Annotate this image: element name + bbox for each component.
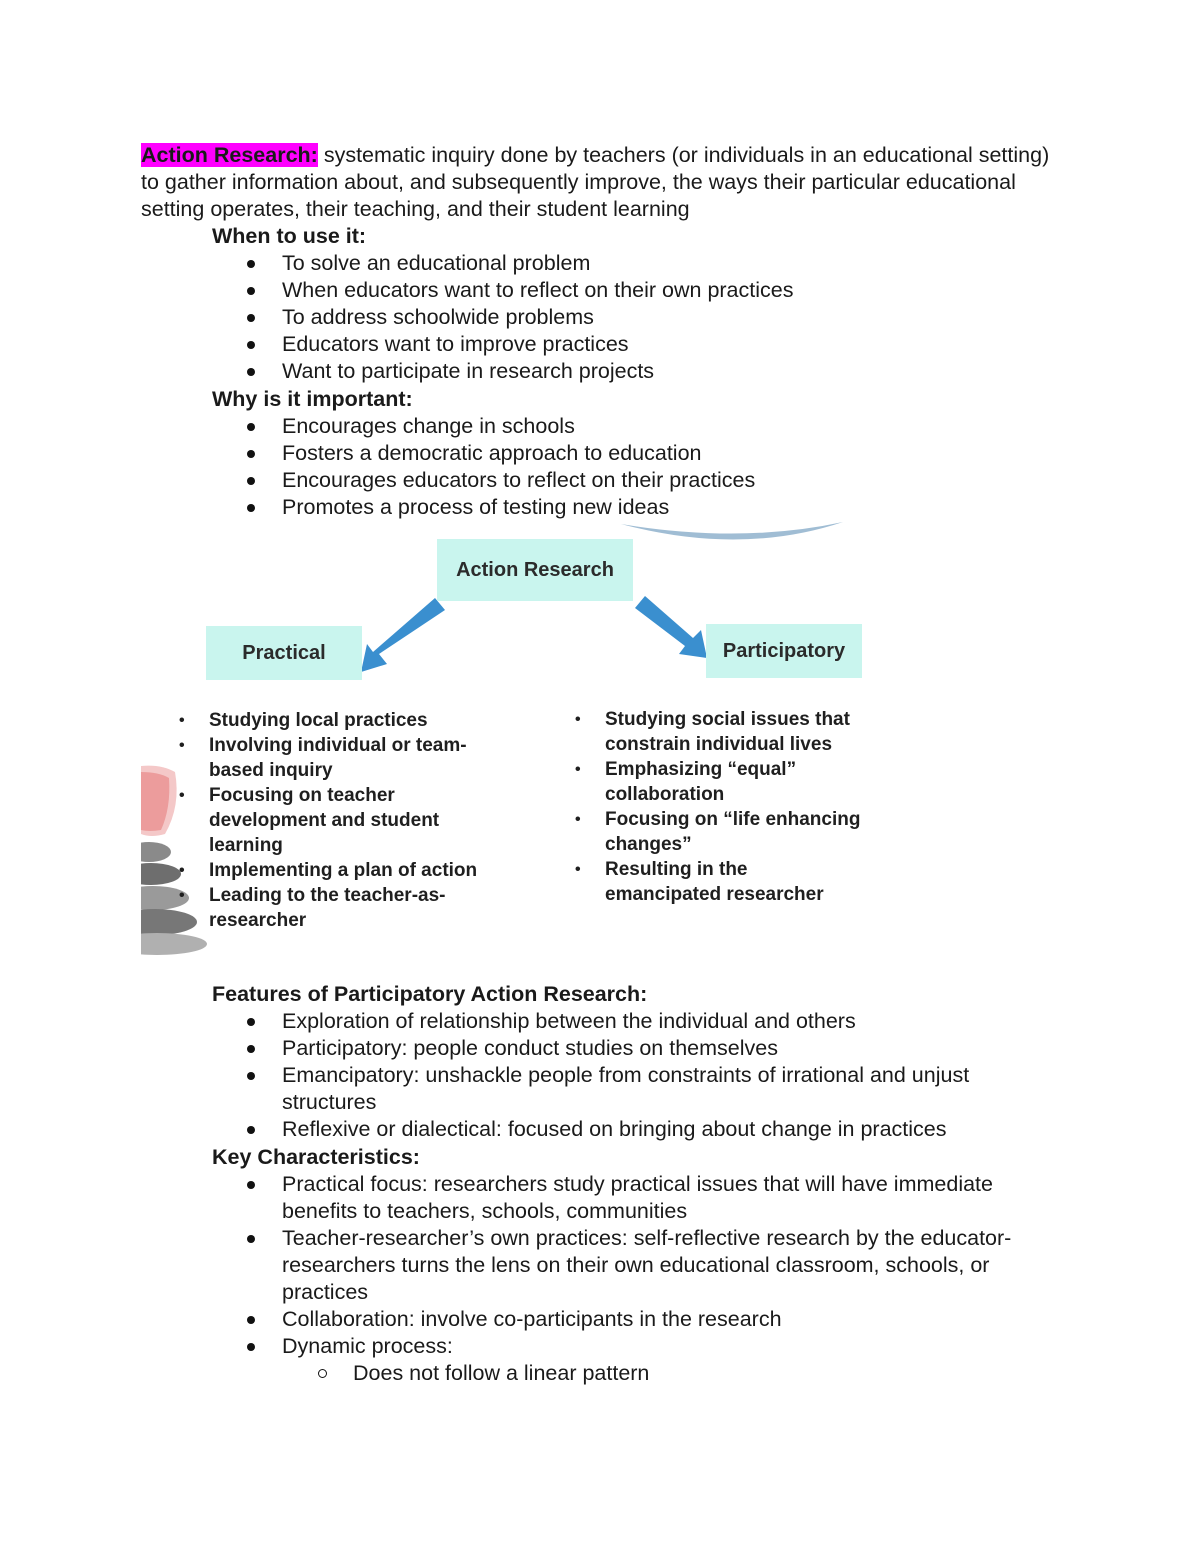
when-to-use-list <box>0 250 820 385</box>
practical-list <box>179 708 509 933</box>
definition-text: systematic inquiry done by teachers (or individuals in an educational setting) to gather information about, and subsequently improve, the ways their particular educational setting operates, their teaching, and their student learning <box>141 143 1050 221</box>
intro-paragraph <box>141 142 1061 223</box>
sub-list-item: Does not follow a linear pattern <box>0 1360 1050 1387</box>
participatory-box: Participatory <box>706 624 862 678</box>
list-item: Dynamic process: <box>0 1333 1050 1360</box>
action-research-box: Action Research <box>437 539 633 601</box>
list-item: Participatory: people conduct studies on themselves <box>0 1035 1050 1062</box>
arrow-left-icon <box>361 598 445 672</box>
list-item: • Studying social issues that constrain individual lives <box>575 707 865 757</box>
participatory-list <box>575 707 865 907</box>
list-item: • Emphasizing “equal” collaboration <box>575 757 865 807</box>
key-characteristics-list <box>0 1171 1050 1387</box>
list-item: Reflexive or dialectical: focused on bringing about change in practices <box>0 1116 1050 1143</box>
list-item: • Involving individual or team-based inquiry <box>179 733 509 783</box>
list-item: Educators want to improve practices <box>0 331 820 358</box>
list-item: When educators want to reflect on their own practices <box>0 277 820 304</box>
why-important-heading: Why is it important: <box>212 387 413 411</box>
decorative-swoosh <box>621 522 843 540</box>
list-item: To solve an educational problem <box>0 250 820 277</box>
list-item: Practical focus: researchers study practical issues that will have immediate benefits to teachers, schools, communities <box>0 1171 1050 1225</box>
list-item: Emancipatory: unshackle people from constraints of irrational and unjust structures <box>0 1062 1050 1116</box>
list-item: • Focusing on teacher development and student learning <box>179 783 509 858</box>
practical-box: Practical <box>206 626 362 680</box>
list-item: Encourages change in schools <box>0 413 820 440</box>
list-item: Exploration of relationship between the individual and others <box>0 1008 1050 1035</box>
action-research-diagram <box>141 516 871 956</box>
list-item: • Focusing on “life enhancing changes” <box>575 807 865 857</box>
list-item: Teacher-researcher’s own practices: self-reflective research by the educator-researchers turns the lens on their own educational classroom, schools, or practices <box>0 1225 1050 1306</box>
features-heading: Features of Participatory Action Research: <box>212 982 648 1006</box>
list-item: • Studying local practices <box>179 708 509 733</box>
list-item: • Resulting in the emancipated researcher <box>575 857 865 907</box>
when-to-use-heading: When to use it: <box>212 224 367 248</box>
why-important-list <box>0 413 820 521</box>
list-item: To address schoolwide problems <box>0 304 820 331</box>
list-item: Encourages educators to reflect on their practices <box>0 467 820 494</box>
list-item: Promotes a process of testing new ideas <box>0 494 820 521</box>
features-list <box>0 1008 1050 1143</box>
list-item: Fosters a democratic approach to education <box>0 440 820 467</box>
list-item: Collaboration: involve co-participants in the research <box>0 1306 1050 1333</box>
arrow-right-icon <box>635 596 707 658</box>
list-item: • Implementing a plan of action <box>179 858 509 883</box>
list-item: • Leading to the teacher-as-researcher <box>179 883 509 933</box>
key-characteristics-heading: Key Characteristics: <box>212 1145 420 1169</box>
highlighted-term: Action Research: <box>141 143 318 167</box>
list-item: Want to participate in research projects <box>0 358 820 385</box>
